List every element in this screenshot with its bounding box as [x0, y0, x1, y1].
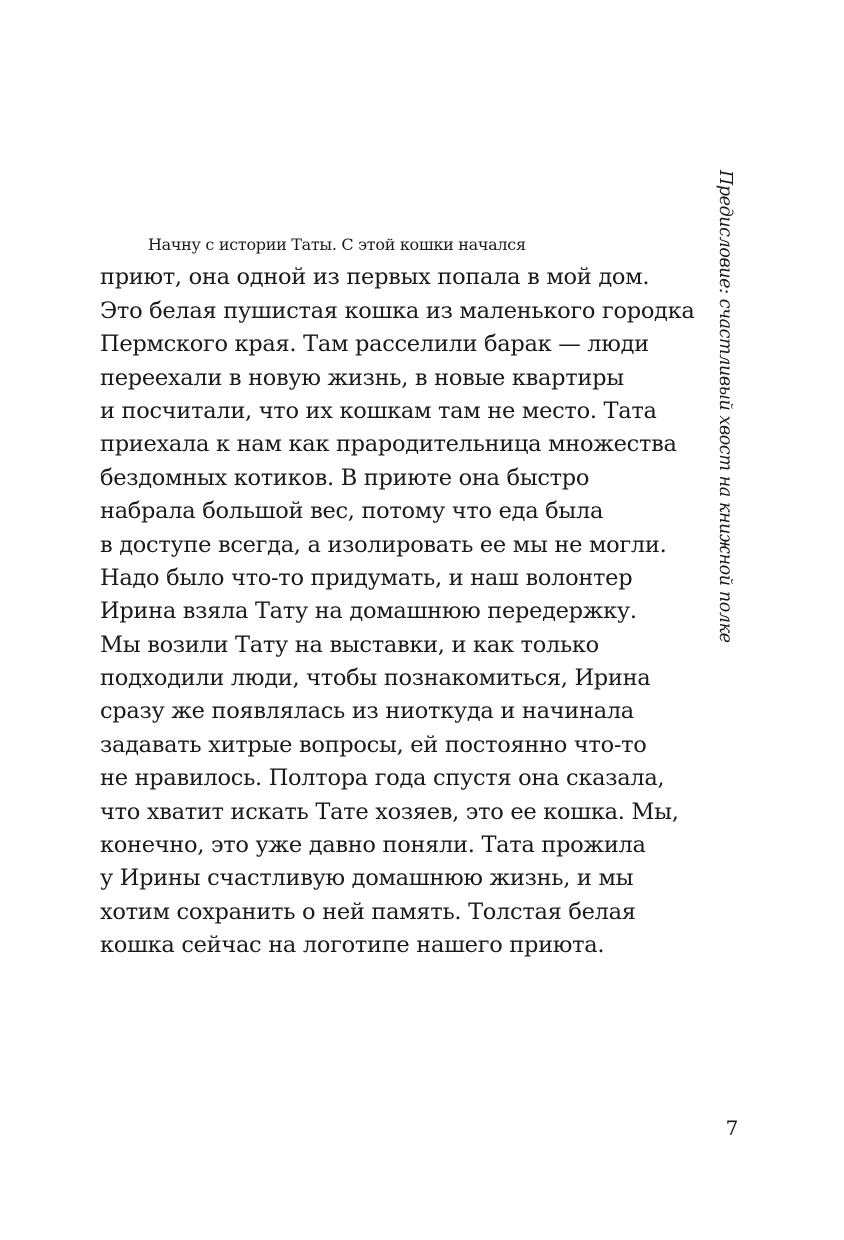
text-line: Начну с истории Таты. С этой кошки начался — [148, 235, 526, 254]
text-line: у Ирины счастливую домашнюю жизнь, и мы — [100, 865, 634, 892]
text-line: сразу же появлялась из ниоткуда и начинала — [100, 698, 634, 725]
text-line: и посчитали, что их кошкам там не место. Тата — [100, 397, 657, 424]
text-line: переехали в новую жизнь, в новые квартиры — [100, 364, 624, 391]
page-number: 7 — [725, 1116, 739, 1140]
text-line: Надо было что-то придумать, и наш волонтер — [100, 564, 633, 591]
text-line: бездомных котиков. В приюте она быстро — [100, 464, 590, 491]
text-line: кошка сейчас на логотипе нашего приюта. — [100, 932, 605, 959]
text-line: приехала к нам как прародительница множества — [100, 431, 677, 458]
text-line: не нравилось. Полтора года спустя она сказала, — [100, 765, 665, 792]
running-header-text: Предисловие: счастливый хвост на книжной полке — [715, 170, 735, 643]
text-line: набрала большой вес, потому что еда была — [100, 498, 604, 525]
text-line: Ирина взяла Тату на домашнюю передержку. — [100, 598, 637, 625]
text-line: Пермского края. Там расселили барак — люди — [100, 331, 649, 358]
text-line: задавать хитрые вопросы, ей постоянно что-то — [100, 731, 647, 758]
text-line: конечно, это уже давно поняли. Тата прожила — [100, 832, 646, 859]
text-line: приют, она одной из первых попала в мой дом. — [100, 264, 650, 291]
text-line: Мы возили Тату на выставки, и как только — [100, 631, 599, 658]
text-line: подходили люди, чтобы познакомиться, Ирина — [100, 665, 651, 692]
body-paragraph — [100, 228, 700, 963]
text-line: в доступе всегда, а изолировать ее мы не могли. — [100, 531, 667, 558]
text-line: Это белая пушистая кошка из маленького городка — [100, 297, 695, 324]
text-line: хотим сохранить о ней память. Толстая белая — [100, 898, 636, 925]
text-line: что хватит искать Тате хозяев, это ее кошка. Мы, — [100, 798, 679, 825]
